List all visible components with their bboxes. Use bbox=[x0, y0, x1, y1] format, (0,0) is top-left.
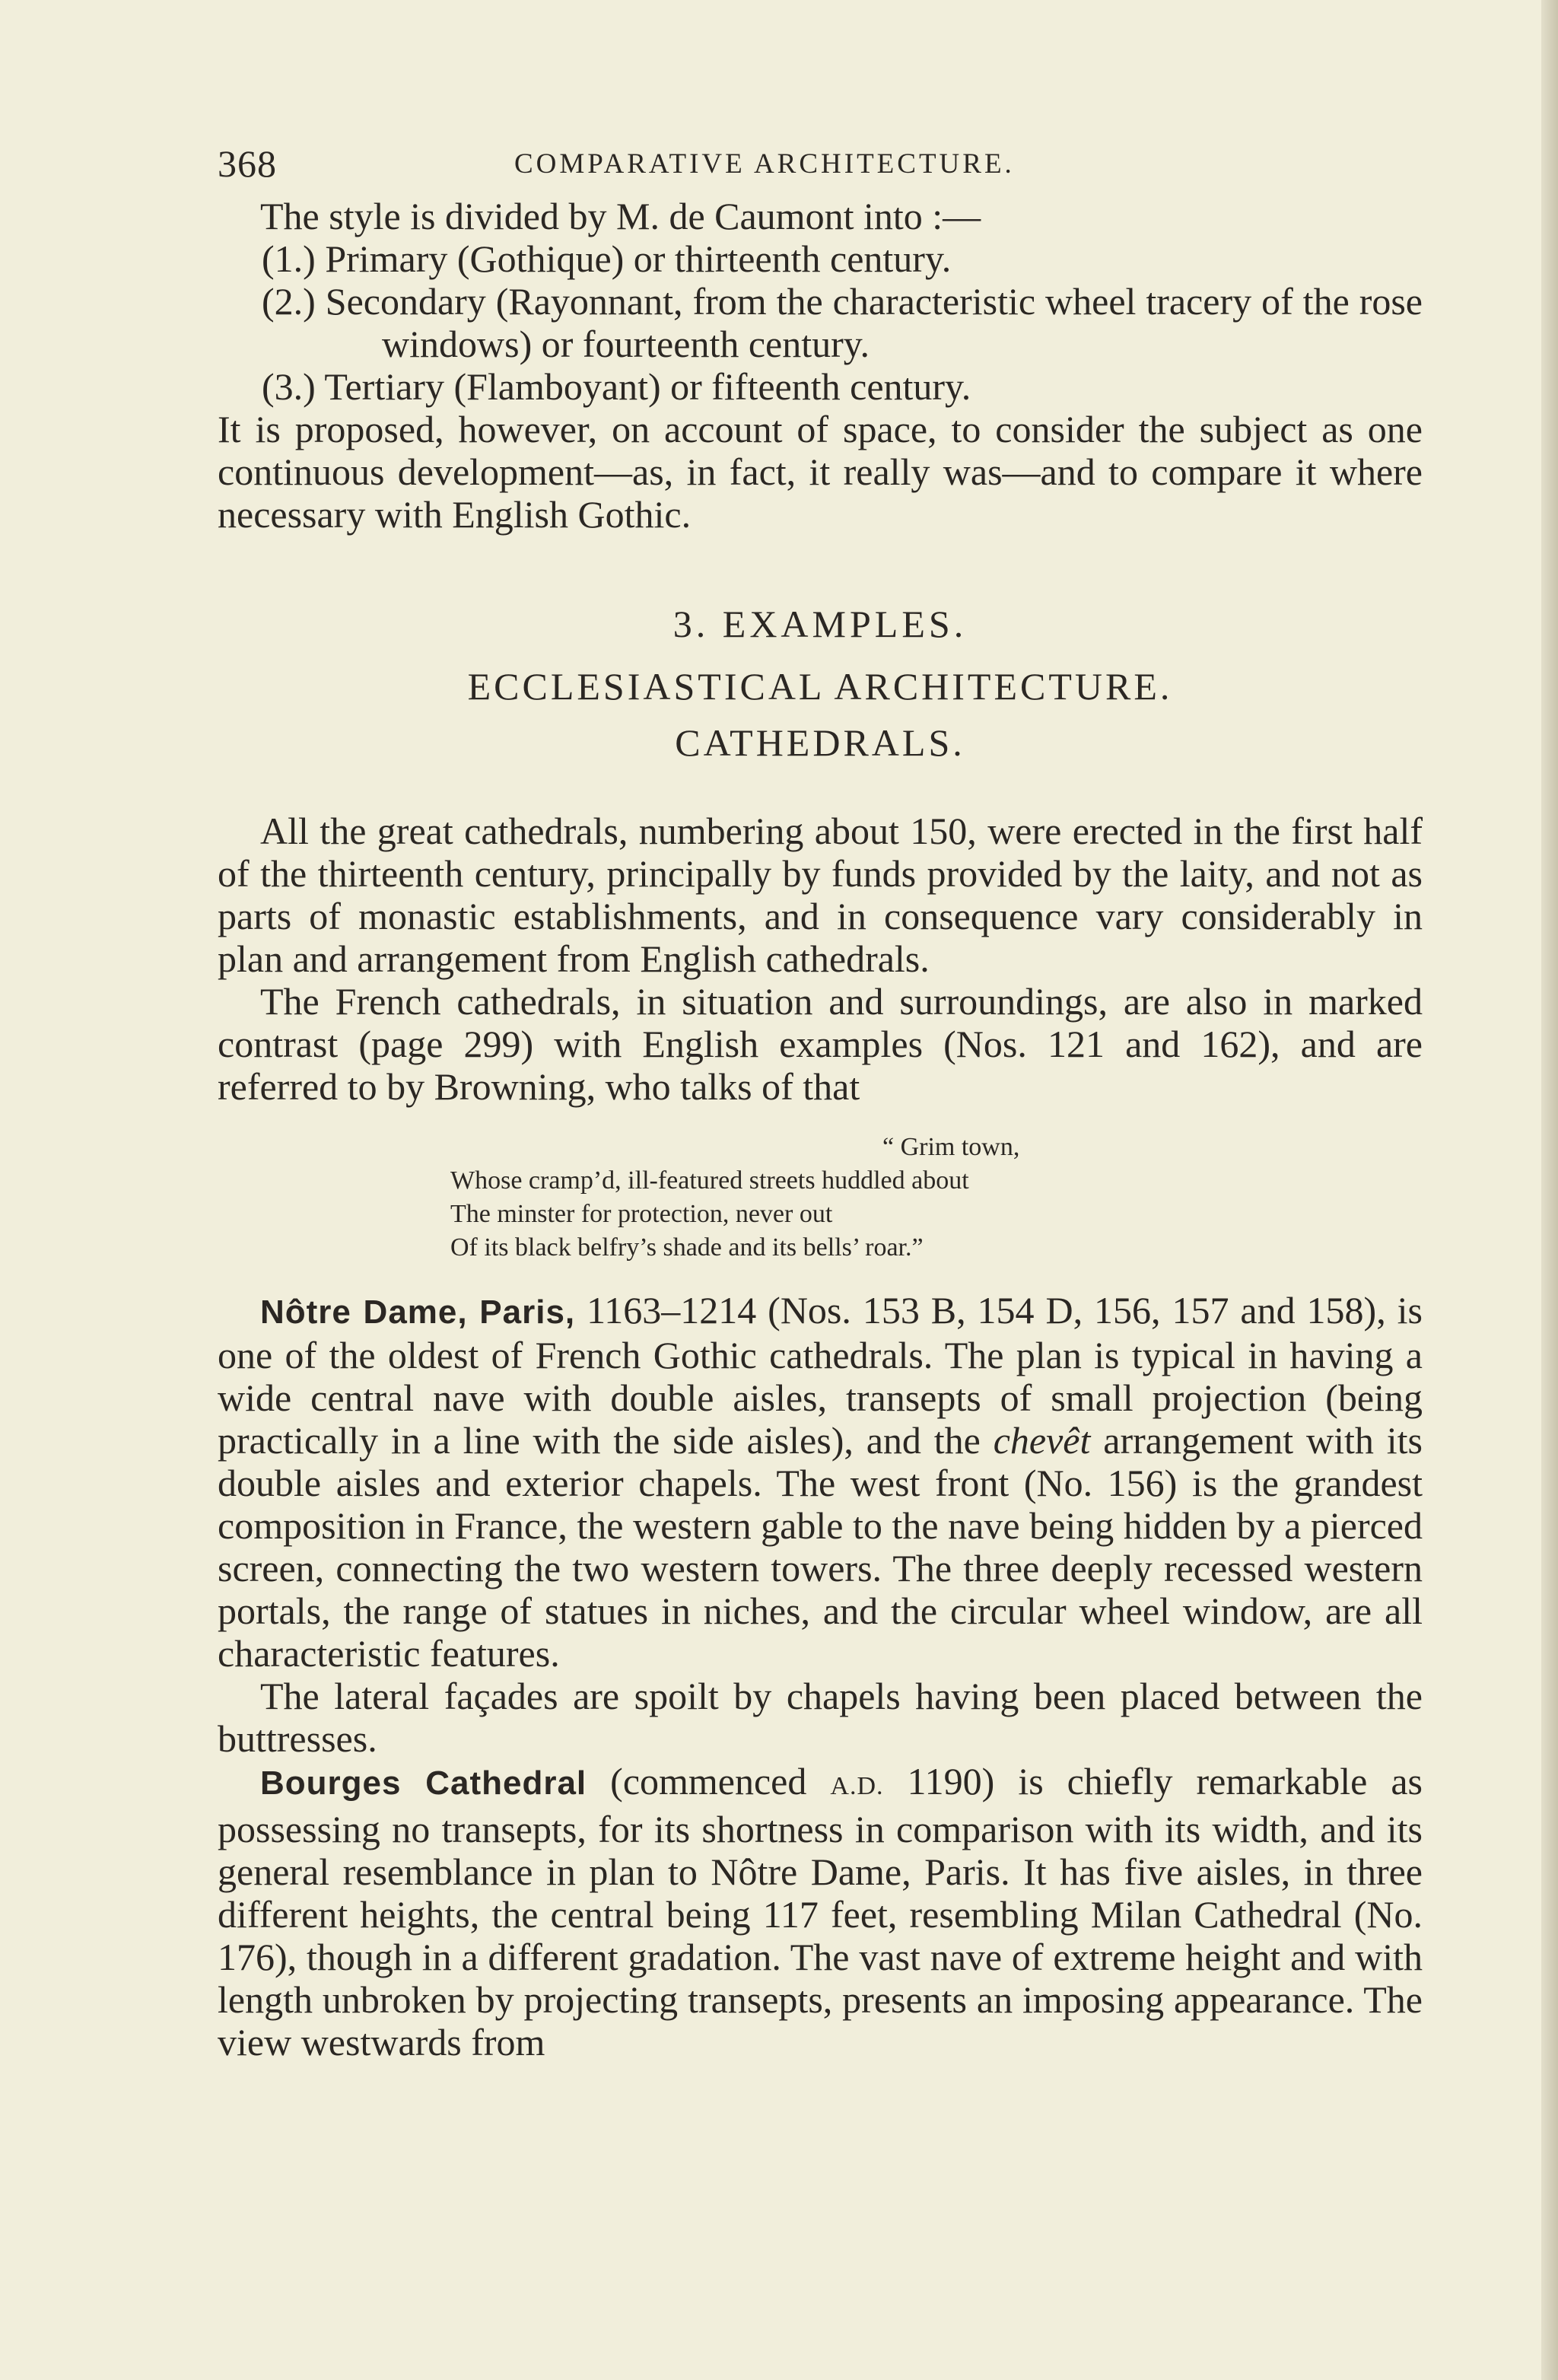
poem-line: The minster for protection, never out bbox=[450, 1200, 833, 1228]
section-subsubheading: CATHEDRALS. bbox=[675, 721, 965, 764]
running-title: COMPARATIVE ARCHITECTURE. bbox=[514, 148, 1015, 180]
bourges-title: Bourges Cathedral bbox=[260, 1764, 587, 1802]
list-text: Tertiary (Flamboyant) or fifteenth century. bbox=[324, 365, 971, 408]
poem-line: Of its black belfry’s shade and its bells’ roar.” bbox=[450, 1233, 924, 1262]
poem-line: Whose cramp’d, ill-featured streets huddled about bbox=[450, 1166, 969, 1195]
list-item bbox=[218, 280, 1423, 365]
notre-dame-italic: chevêt bbox=[993, 1419, 1091, 1462]
list-text: Primary (Gothique) or thirteenth century. bbox=[325, 237, 952, 280]
notre-dame-text-a: 1163–1214 (Nos. 153 B, 154 D, 156, 157 and 158), is one of the oldest of French Gothic cathedrals. The plan is typical in having a wide central nave with double aisles, transepts of small projection (being practically in a line with the side aisles), and the bbox=[218, 1289, 1423, 1462]
section-heading: 3. EXAMPLES. bbox=[672, 603, 968, 645]
section-subheading: ECCLESIASTICAL ARCHITECTURE. bbox=[467, 665, 1173, 708]
list-item bbox=[218, 365, 1423, 408]
bourges-text-a: (commenced bbox=[587, 1760, 831, 1803]
intro-line: The style is divided by M. de Caumont into :— bbox=[260, 195, 981, 237]
list-text: Secondary (Rayonnant, from the characteristic wheel tracery of the rose windows) or fourteenth century. bbox=[325, 280, 1423, 365]
notre-dame-title: Nôtre Dame, Paris, bbox=[260, 1293, 576, 1331]
paragraph-bourges bbox=[218, 1760, 1423, 2063]
poem-quote bbox=[450, 1131, 1423, 1265]
paragraph-notre-dame bbox=[218, 1289, 1423, 1675]
list-number: (1.) bbox=[262, 237, 316, 280]
paragraph-lateral: The lateral façades are spoilt by chapels having been placed between the buttresses. bbox=[218, 1675, 1423, 1760]
notre-dame-text-b: arrangement with its double aisles and exterior chapels. The west front (No. 156) is the grandest composition in France, the western gable to the nave being hidden by a pierced screen, connecting the two western towers. The three deeply recessed western portals, the range of statues in niches, and the circular wheel window, are all characteristic features. bbox=[218, 1419, 1423, 1675]
list-number: (3.) bbox=[262, 365, 316, 408]
paragraph-french-cathedrals: The French cathedrals, in situation and surroundings, are also in marked contrast (page 299) with English examples (Nos. 121 and 162), and are referred to by Browning, who talks of that bbox=[218, 980, 1423, 1108]
bourges-text-b: 1190) is chiefly remarkable as possessing no transepts, for its shortness in comparison with its width, and its general resemblance in plan to Nôtre Dame, Paris. It has five aisles, in three different heights, the central being 117 feet, resembling Milan Cathedral (No. 176), though in a different gradation. The vast nave of extreme height and with length unbroken by projecting transepts, presents an imposing appearance. The view westwards from bbox=[218, 1760, 1423, 2063]
page-edge bbox=[1541, 0, 1558, 2380]
page-number: 368 bbox=[218, 142, 277, 185]
poem-line: “ Grim town, bbox=[882, 1133, 1020, 1161]
proposal-paragraph: It is proposed, however, on account of space, to consider the subject as one continuous development—as, in fact, it really was—and to compare it where necessary with English Gothic. bbox=[218, 408, 1423, 536]
bourges-ad: A.D. bbox=[830, 1772, 884, 1800]
running-header bbox=[218, 142, 1423, 195]
paragraph-cathedrals: All the great cathedrals, numbering about 150, were erected in the first half of the thirteenth century, principally by funds provided by the laity, and not as parts of monastic establishments, and in consequence vary considerably in plan and arrangement from English cathedrals. bbox=[218, 810, 1423, 980]
list-item bbox=[218, 237, 1423, 280]
page-content bbox=[218, 142, 1423, 2063]
list-number: (2.) bbox=[262, 280, 316, 323]
